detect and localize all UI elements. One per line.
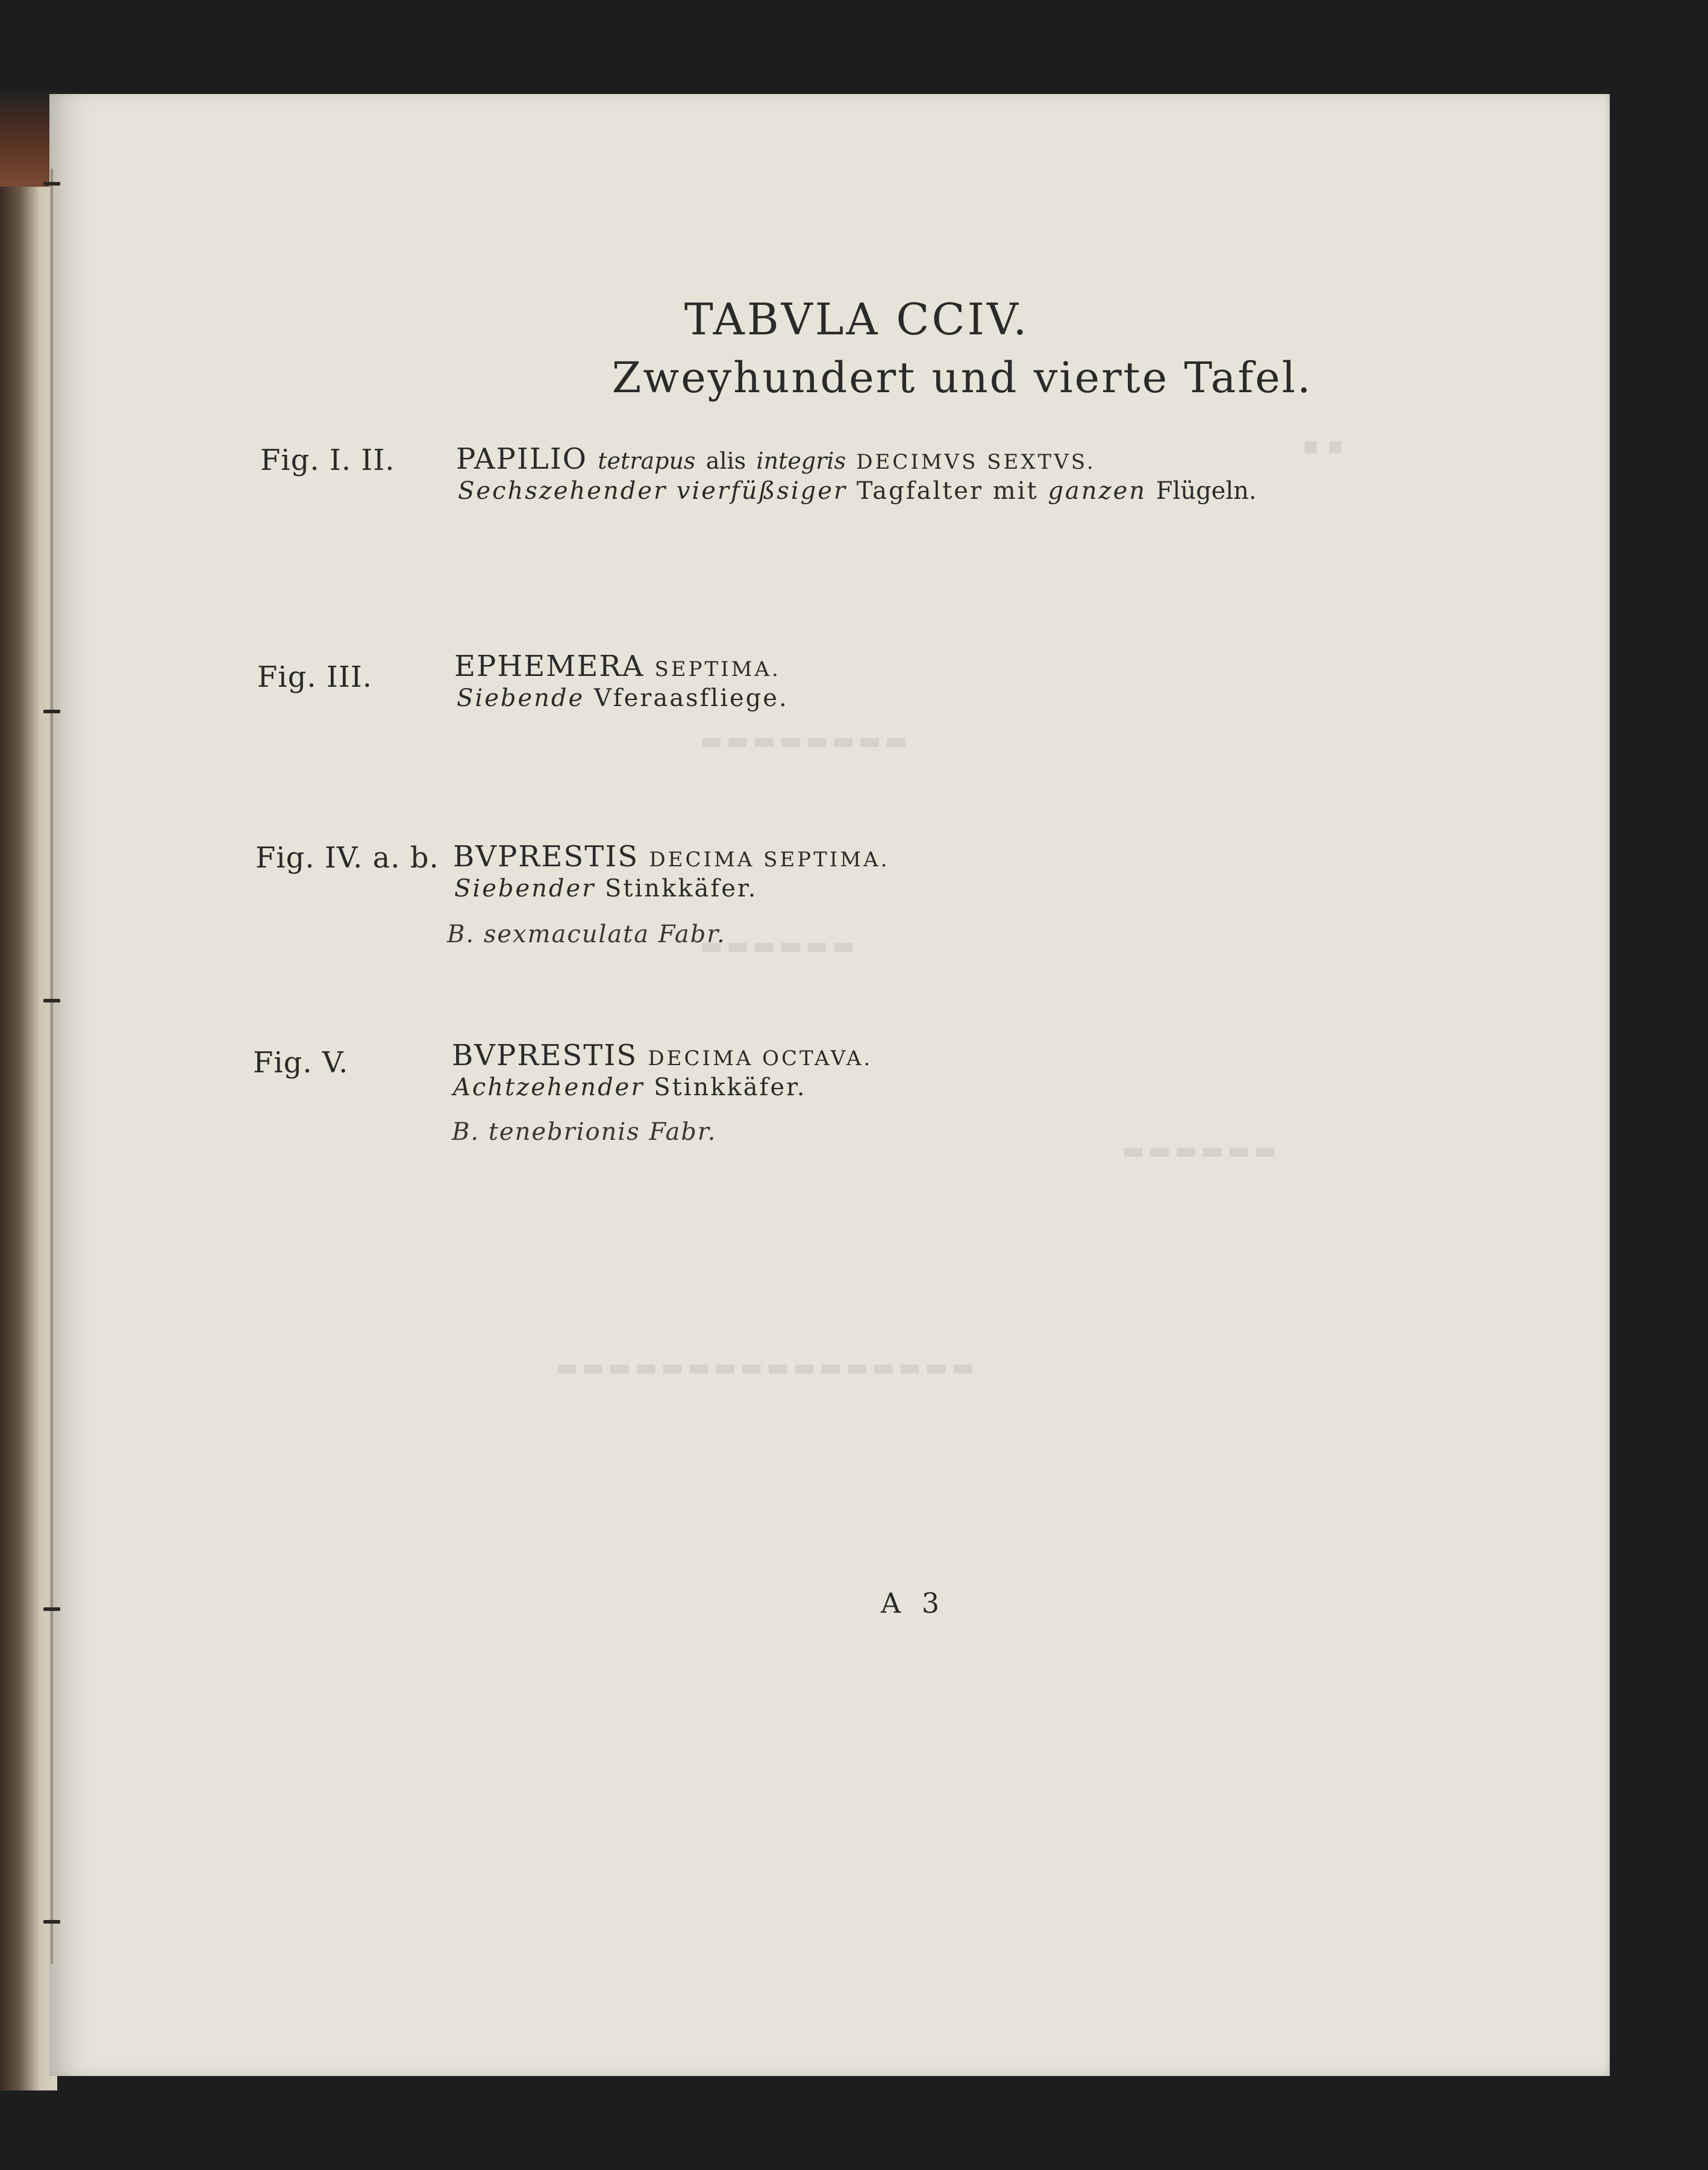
figure-label: Fig. V.	[253, 1046, 349, 1080]
figure-label: Fig. I. II.	[260, 443, 395, 477]
latin-name	[453, 840, 889, 874]
show-through-mark: ▬▬▬▬▬▬▬▬	[700, 727, 912, 755]
german-word: Stinkkäfer.	[605, 875, 758, 902]
latin-word: alis	[705, 448, 746, 474]
binding-thread	[43, 999, 60, 1002]
german-word: ganzen	[1048, 477, 1147, 505]
binding-thread	[43, 182, 60, 186]
latin-ordinal: SEPTIMA.	[654, 657, 781, 681]
binding-thread	[43, 710, 60, 713]
german-word: Flügeln.	[1156, 477, 1257, 505]
german-word: Siebende	[457, 684, 585, 712]
handwritten-note: B. sexmaculata Fabr.	[447, 921, 726, 948]
genus: BVPRESTIS	[452, 1039, 638, 1072]
german-name	[454, 875, 757, 902]
figure-label: Fig. IV. a. b.	[255, 841, 439, 875]
latin-ordinal: DECIMVS SEXTVS.	[856, 450, 1096, 474]
german-word: Stinkkäfer.	[654, 1074, 807, 1101]
facing-page-edge	[0, 90, 57, 2090]
show-through-mark: ▬▬▬▬▬▬	[700, 931, 859, 960]
show-through-mark: ▬▬▬▬▬▬	[1122, 1136, 1280, 1165]
german-name	[458, 477, 1257, 505]
latin-ordinal: DECIMA OCTAVA.	[648, 1046, 873, 1071]
show-through-mark: ▪ ▪	[1303, 431, 1344, 460]
german-word: Sechszehender vierfüßsiger	[458, 477, 848, 505]
german-word: Vferaasfliege.	[593, 684, 789, 712]
latin-name	[452, 1039, 872, 1072]
page-gutter-line	[51, 169, 53, 1964]
german-word: Tagfalter mit	[856, 477, 1039, 505]
binding-corner	[0, 90, 57, 187]
latin-ordinal: DECIMA SEPTIMA.	[649, 848, 890, 872]
book-page	[49, 94, 1610, 2076]
binding-thread	[43, 1607, 60, 1611]
genus: EPHEMERA	[454, 649, 645, 683]
handwritten-note: B. tenebrionis Fabr.	[452, 1118, 717, 1146]
german-word: Siebender	[454, 875, 596, 902]
genus: PAPILIO	[456, 442, 587, 476]
page-signature: A 3	[881, 1587, 946, 1619]
german-name	[457, 684, 789, 712]
show-through-mark: ▬▬▬▬▬▬▬▬▬▬▬▬▬▬▬▬	[555, 1353, 978, 1381]
latin-name	[454, 649, 781, 683]
latin-epithet: integris	[756, 448, 846, 474]
genus: BVPRESTIS	[453, 840, 639, 874]
latin-name	[456, 442, 1096, 476]
binding-thread	[43, 1920, 60, 1924]
figure-label: Fig. III.	[257, 660, 373, 694]
plate-title: TABVLA CCIV.	[684, 294, 1030, 345]
latin-epithet: tetrapus	[598, 448, 696, 474]
german-word: Achtzehender	[453, 1074, 645, 1101]
german-name	[453, 1074, 806, 1101]
plate-subtitle: Zweyhundert und vierte Tafel.	[612, 353, 1313, 402]
